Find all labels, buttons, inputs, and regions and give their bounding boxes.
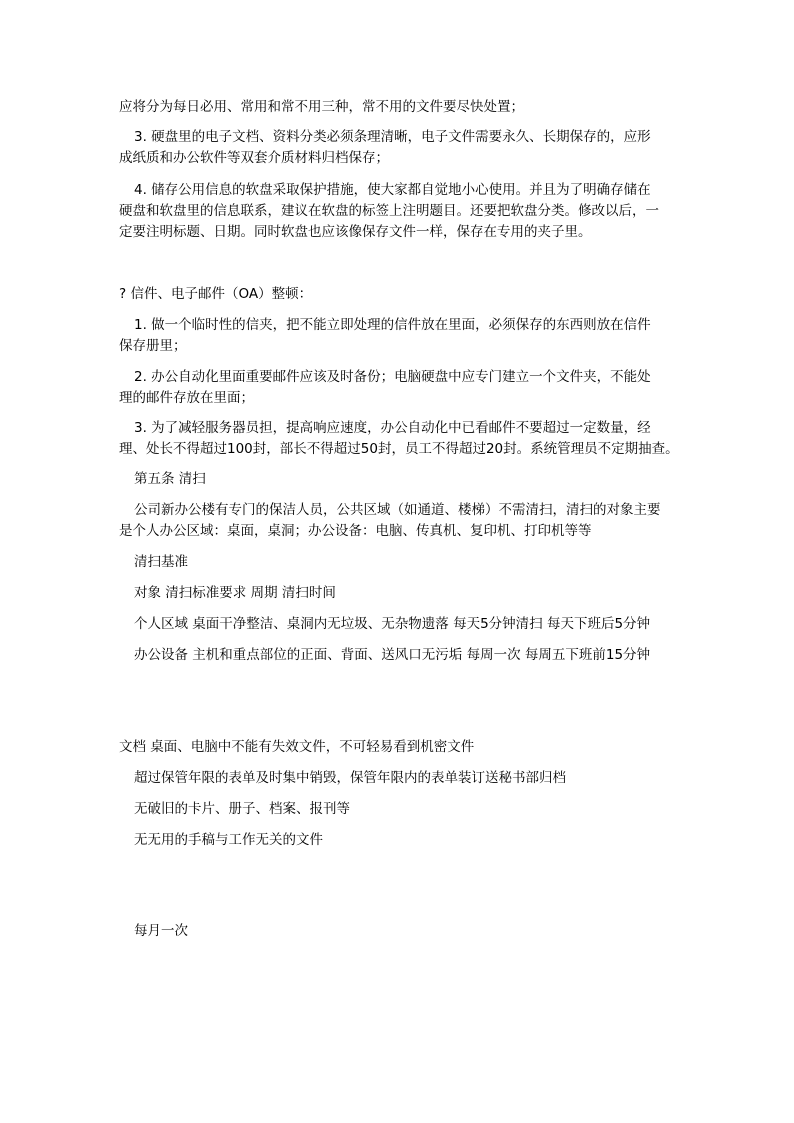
- table-row-line: 超过保管年限的表单及时集中销毁，保管年限内的表单装订送秘书部归档: [134, 770, 566, 786]
- paragraph-line: 成纸质和办公软件等双套介质材料归档保存；: [119, 150, 389, 166]
- list-item-line: 3. 为了减轻服务器员担，提高响应速度，办公自动化中已看邮件不要超过一定数量，经: [134, 420, 651, 436]
- paragraph-line: 公司新办公楼有专门的保洁人员，公共区域（如通道、楼梯）不需清扫，清扫的对象主要: [134, 502, 661, 518]
- subheading: 清扫基准: [134, 554, 188, 570]
- table-row-line: 每月一次: [134, 923, 188, 939]
- table-row-line: 个人区域 桌面干净整洁、桌洞内无垃圾、无杂物遗落 每天5分钟清扫 每天下班后5分钟: [134, 616, 651, 632]
- paragraph-line: 定要注明标题、日期。同时软盘也应该像保存文件一样，保存在专用的夹子里。: [119, 224, 592, 240]
- table-row-line: 无破旧的卡片、册子、档案、报刊等: [134, 801, 350, 817]
- table-row-line: 办公设备 主机和重点部位的正面、背面、送风口无污垢 每周一次 每周五下班前15分钟: [134, 647, 651, 663]
- list-item-line: 3. 硬盘里的电子文档、资料分类必须条理清晰，电子文件需要永久、长期保存的，应形: [134, 129, 651, 145]
- list-item-line: 2. 办公自动化里面重要邮件应该及时备份；电脑硬盘中应专门建立一个文件夹，不能处: [134, 369, 651, 385]
- paragraph-line: 是个人办公区域：桌面，桌洞；办公设备：电脑、传真机、复印机、打印机等等: [119, 523, 592, 539]
- paragraph-line: 保存册里；: [119, 338, 187, 354]
- paragraph-line: 硬盘和软盘里的信息联系，建议在软盘的标签上注明题目。还要把软盘分类。修改以后，一: [119, 203, 659, 219]
- table-row-line: 无无用的手稿与工作无关的文件: [134, 832, 323, 848]
- paragraph-line: 应将分为每日必用、常用和常不用三种，常不用的文件要尽快处置；: [119, 99, 524, 115]
- section-heading: ? 信件、电子邮件（OA）整顿：: [119, 286, 313, 302]
- table-header-line: 对象 清扫标准要求 周期 清扫时间: [134, 585, 336, 601]
- paragraph-line: 理的邮件存放在里面；: [119, 390, 254, 406]
- table-row-line: 文档 桌面、电脑中不能有失效文件，不可轻易看到机密文件: [119, 739, 475, 755]
- section-heading: 第五条 清扫: [134, 471, 206, 487]
- list-item-line: 4. 储存公用信息的软盘采取保护措施，使大家都自觉地小心使用。并且为了明确存储在: [134, 182, 651, 198]
- paragraph-line: 理、处长不得超过100封，部长不得超过50封，员工不得超过20封。系统管理员不定期抽查。: [119, 441, 679, 457]
- list-item-line: 1. 做一个临时性的信夹，把不能立即处理的信件放在里面，必须保存的东西则放在信件: [134, 317, 651, 333]
